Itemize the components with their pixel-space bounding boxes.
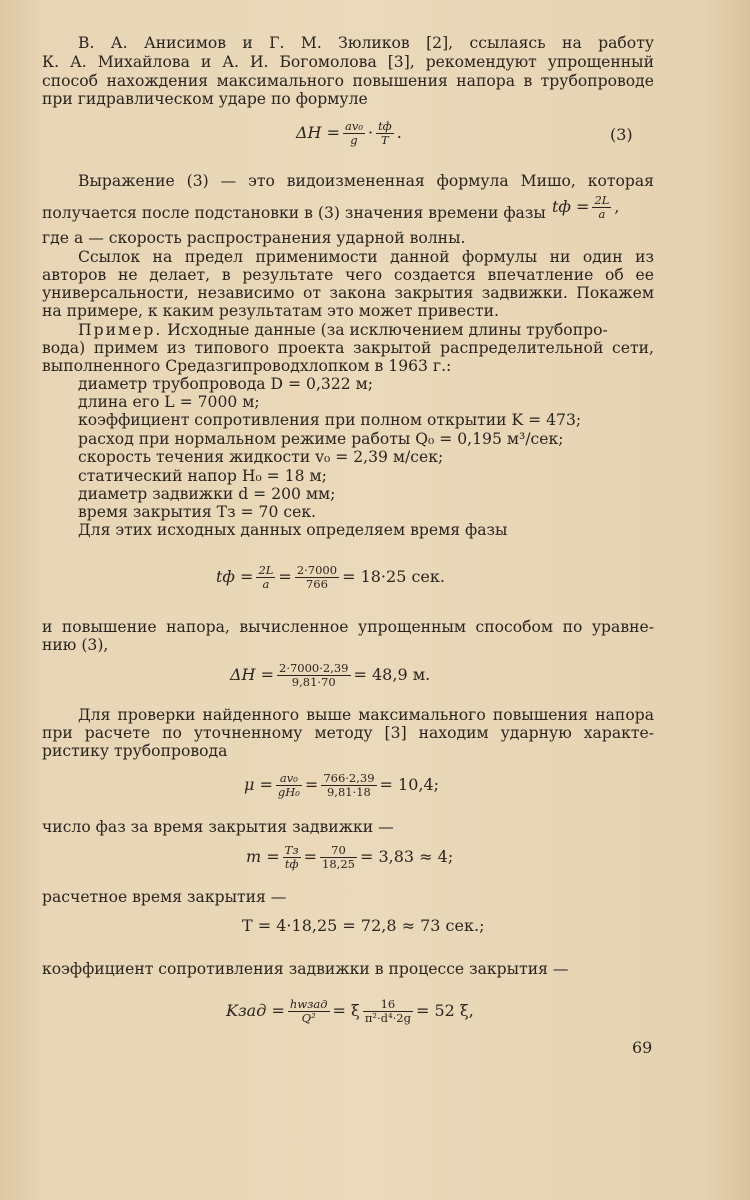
list-item-flow: расход при нормальном режиме работы Q₀ = 0,195 м³/сек; — [78, 430, 564, 448]
equation-phase-time: tф = $\frac{2L}{a}$ = $\frac{2\cdot 7000}{766}$ = 18·25 сек. — [216, 563, 445, 591]
paragraph-head-rise-line2: нию (3), — [42, 636, 109, 654]
example-lead: Пример. — [78, 321, 163, 339]
list-item-length: длина его L = 7000 м; — [78, 393, 260, 411]
paragraph-refs-line2: авторов не делает, в результате чего создается впечатление об ее — [42, 266, 654, 284]
example-line3: выполненного Средазгипроводхлопком в 1963 г.: — [42, 357, 452, 375]
equation-mu: μ = $\frac{\text{av₀}}{\text{gH₀}}$ = $\frac{766\cdot 2,39}{9,81\cdot 18}$ = 10,4; — [244, 771, 440, 799]
equation-3-number: (3) — [610, 125, 633, 144]
paragraph-intro-line3: способ нахождения максимального повышения напора в трубопроводе — [42, 72, 654, 90]
paragraph-refs-line3: универсальности, независимо от закона закрытия задвижки. Покажем — [42, 284, 654, 302]
list-item-valve-diameter: диаметр задвижки d = 200 мм; — [78, 485, 336, 503]
paragraph-check-line2: при расчете по уточненному методу [3] находим ударную характе- — [42, 724, 654, 742]
example-line1: Исходные данные (за исключением длины трубопро- — [167, 321, 608, 339]
paragraph-valve-resistance: коэффициент сопротивления задвижки в процессе закрытия — — [42, 960, 569, 978]
equation-delta-h: ΔH = $\frac{2\cdot 7000\cdot 2,39}{9,81\cdot 70}$ = 48,9 м. — [230, 661, 431, 689]
list-item-head: статический напор H₀ = 18 м; — [78, 467, 327, 485]
page-number: 69 — [632, 1038, 653, 1057]
equation-m: m = $\frac{Tз}{tф}$ = $\frac{70}{18,25}$ = 3,83 ≈ 4; — [246, 843, 454, 871]
paragraph-misho-line1: Выражение (3) — это видоизмененная формула Мишо, которая — [78, 172, 654, 190]
eq3-fraction-1: $\frac{\text{av₀}}{g}$ — [345, 119, 363, 147]
paragraph-phase-count: число фаз за время закрытия задвижки — — [42, 818, 394, 836]
paragraph-refs-line4: на примере, к каким результатам это может привести. — [42, 302, 499, 320]
paragraph-calc-time: расчетное время закрытия — — [42, 888, 287, 906]
example-heading — [78, 321, 690, 340]
list-item-diameter: диаметр трубопровода D = 0,322 м; — [78, 375, 374, 393]
paragraph-misho-line2: получается после подстановки в (3) значения времени фазы — [42, 204, 546, 222]
paragraph-phase-intro: Для этих исходных данных определяем время фазы — [78, 521, 508, 539]
paragraph-intro-line4: при гидравлическом ударе по формуле — [42, 90, 368, 108]
paragraph-intro-line1: В. А. Анисимов и Г. М. Зюликов [2], ссылаясь на работу — [78, 34, 654, 52]
example-line2: вода) примем из типового проекта закрытой распределительной сети, — [42, 339, 654, 357]
list-item-resistance: коэффициент сопротивления при полном открытии K = 473; — [78, 411, 582, 429]
list-item-closing-time: время закрытия Tз = 70 сек. — [78, 503, 317, 521]
paragraph-misho-line3: где a — скорость распространения ударной волны. — [42, 229, 466, 247]
eq3-lhs: ΔH = — [296, 123, 340, 142]
paragraph-intro-line2: К. А. Михайлова и А. И. Богомолова [3], рекомендуют упрощенный — [42, 53, 654, 71]
eq3-fraction-2: $\frac{tф}{T}$ — [378, 119, 392, 147]
inline-tf-formula: tф = $\frac{2L}{a}$ , — [552, 193, 620, 221]
equation-k-valve: Kзад = $\frac{\text{hwзад}}{\text{Q²}}$ = ξ $\frac{16}{\text{π²·d⁴·2g}}$ = 52 ξ, — [226, 997, 474, 1025]
paragraph-refs-line1: Ссылок на предел применимости данной формулы ни один из — [78, 248, 654, 266]
paragraph-check-line3: ристику трубопровода — [42, 742, 228, 760]
paragraph-head-rise-line1: и повышение напора, вычисленное упрощенным способом по уравне- — [42, 618, 654, 636]
equation-t: T = 4·18,25 = 72,8 ≈ 73 сек.; — [242, 916, 485, 935]
list-item-velocity: скорость течения жидкости v₀ = 2,39 м/сек; — [78, 448, 444, 466]
paragraph-check-line1: Для проверки найденного выше максимального повышения напора — [78, 706, 654, 724]
equation-3: ΔH = $\frac{\text{av₀}}{g}$ · $\frac{tф}{T}$ . — [296, 119, 402, 147]
